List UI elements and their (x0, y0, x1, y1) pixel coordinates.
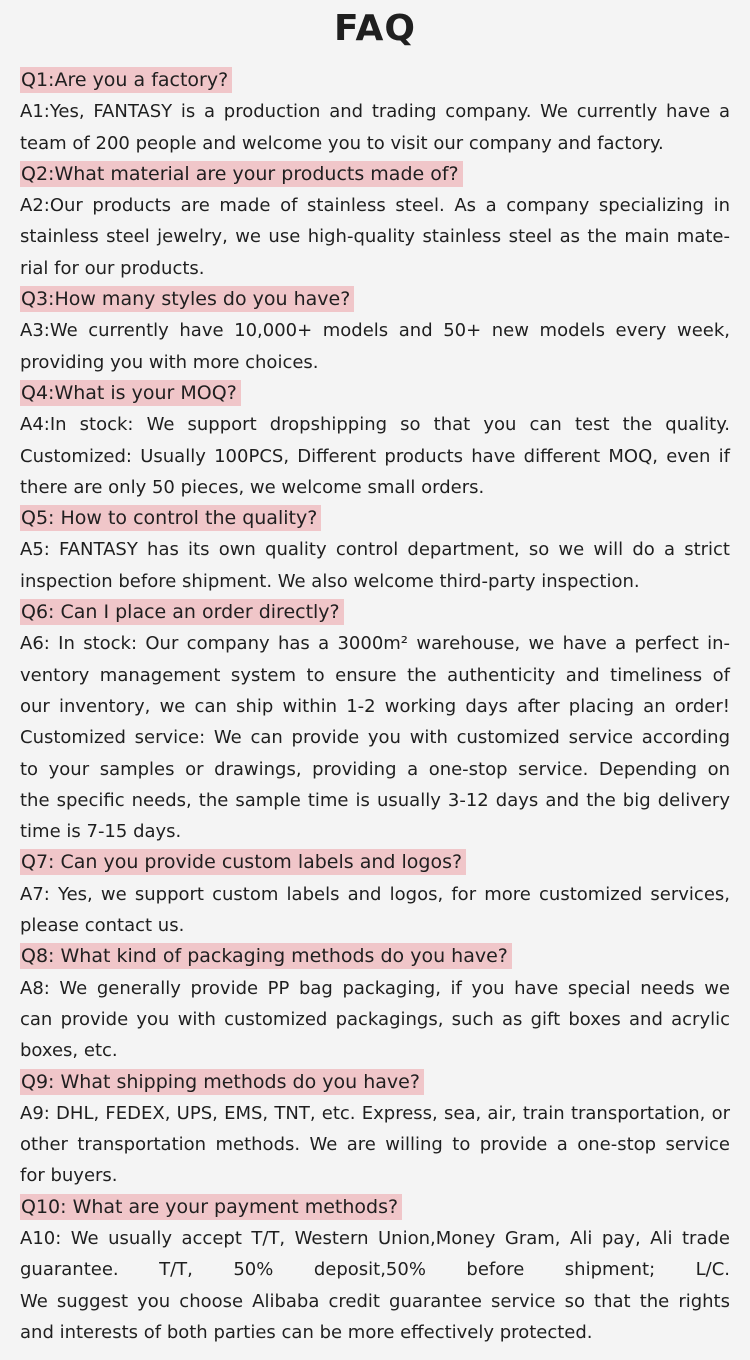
faq-answer-line: A7: Yes, we support custom labels and logos, for more customized services, (20, 883, 730, 905)
faq-question-text: Q1:Are you a factory? (20, 67, 232, 93)
faq-answer-line: Customized service: We can provide you with customized service according (20, 727, 730, 749)
faq-answer-line: time is 7-15 days. (20, 821, 182, 843)
faq-question (20, 847, 730, 878)
faq-answer-line: can provide you with customized packagings, such as gift boxes and acrylic (20, 1008, 730, 1030)
faq-answer-line: there are only 50 pieces, we welcome small orders. (20, 476, 485, 498)
page-title: FAQ (334, 8, 416, 49)
faq-answer-line: We suggest you choose Alibaba credit guarantee service so that the rights (20, 1290, 730, 1312)
faq-question-text: Q7: Can you provide custom labels and logos? (20, 849, 466, 875)
faq-answer-line: A6: In stock: Our company has a 3000m² warehouse, we have a perfect in- (20, 633, 730, 655)
faq-question (20, 159, 730, 190)
faq-answer-line: our inventory, we can ship within 1-2 working days after placing an order! (20, 695, 730, 717)
faq-list (0, 65, 750, 1348)
faq-item (20, 159, 730, 284)
faq-question (20, 597, 730, 628)
faq-question (20, 65, 730, 96)
faq-question (20, 941, 730, 972)
faq-item (20, 1067, 730, 1192)
faq-question (20, 1192, 730, 1223)
faq-answer-line: A9: DHL, FEDEX, UPS, EMS, TNT, etc. Express, sea, air, train transportation, or (20, 1102, 730, 1124)
faq-answer-line: A1:Yes, FANTASY is a production and trading company. We currently have a (20, 101, 730, 123)
faq-answer-line: stainless steel jewelry, we use high-quality stainless steel as the main mate- (20, 226, 730, 248)
faq-question (20, 503, 730, 534)
faq-answer-line: inspection before shipment. We also welcome third-party inspection. (20, 570, 640, 592)
faq-answer-line: providing you with more choices. (20, 351, 319, 373)
faq-answer-line: the specific needs, the sample time is usually 3-12 days and the big delivery (20, 789, 730, 811)
faq-question (20, 284, 730, 315)
faq-question (20, 378, 730, 409)
faq-item (20, 847, 730, 941)
faq-answer-line: A4:In stock: We support dropshipping so that you can test the quality. (20, 414, 730, 436)
faq-item (20, 1192, 730, 1348)
faq-answer-line: boxes, etc. (20, 1040, 118, 1062)
faq-answer-line: A8: We generally provide PP bag packaging, if you have special needs we (20, 977, 730, 999)
faq-question-text: Q3:How many styles do you have? (20, 286, 354, 312)
faq-item (20, 65, 730, 159)
faq-answer-line: team of 200 people and welcome you to visit our company and factory. (20, 132, 664, 154)
faq-answer-line: for buyers. (20, 1165, 118, 1187)
faq-answer-line: A5: FANTASY has its own quality control department, so we will do a strict (20, 539, 730, 561)
faq-item (20, 284, 730, 378)
faq-answer-line: and interests of both parties can be more effectively protected. (20, 1321, 593, 1343)
faq-answer-line: Customized: Usually 100PCS, Different products have different MOQ, even if (20, 445, 730, 467)
faq-item (20, 941, 730, 1066)
faq-question-text: Q10: What are your payment methods? (20, 1194, 402, 1220)
faq-item (20, 503, 730, 597)
faq-question-text: Q2:What material are your products made of? (20, 161, 463, 187)
faq-answer-line: rial for our products. (20, 257, 205, 279)
faq-item (20, 597, 730, 847)
faq-question-text: Q9: What shipping methods do you have? (20, 1069, 424, 1095)
faq-answer-line: guarantee. T/T, 50% deposit,50% before shipment; L/C. (20, 1259, 730, 1281)
faq-question-text: Q6: Can I place an order directly? (20, 599, 344, 625)
faq-answer-line: other transportation methods. We are willing to provide a one-stop service (20, 1134, 730, 1156)
faq-answer-line: please contact us. (20, 915, 185, 937)
faq-answer-line: A3:We currently have 10,000+ models and 50+ new models every week, (20, 320, 730, 342)
faq-answer-line: A10: We usually accept T/T, Western Union,Money Gram, Ali pay, Ali trade (20, 1227, 730, 1249)
faq-item (20, 378, 730, 503)
faq-question-text: Q4:What is your MOQ? (20, 380, 241, 406)
faq-answer-line: A2:Our products are made of stainless steel. As a company specializing in (20, 195, 730, 217)
faq-answer-line: to your samples or drawings, providing a one-stop service. Depending on (20, 758, 730, 780)
faq-question-text: Q8: What kind of packaging methods do you have? (20, 943, 512, 969)
faq-question (20, 1067, 730, 1098)
faq-question-text: Q5: How to control the quality? (20, 505, 321, 531)
faq-answer-line: ventory management system to ensure the authenticity and timeliness of (20, 664, 730, 686)
